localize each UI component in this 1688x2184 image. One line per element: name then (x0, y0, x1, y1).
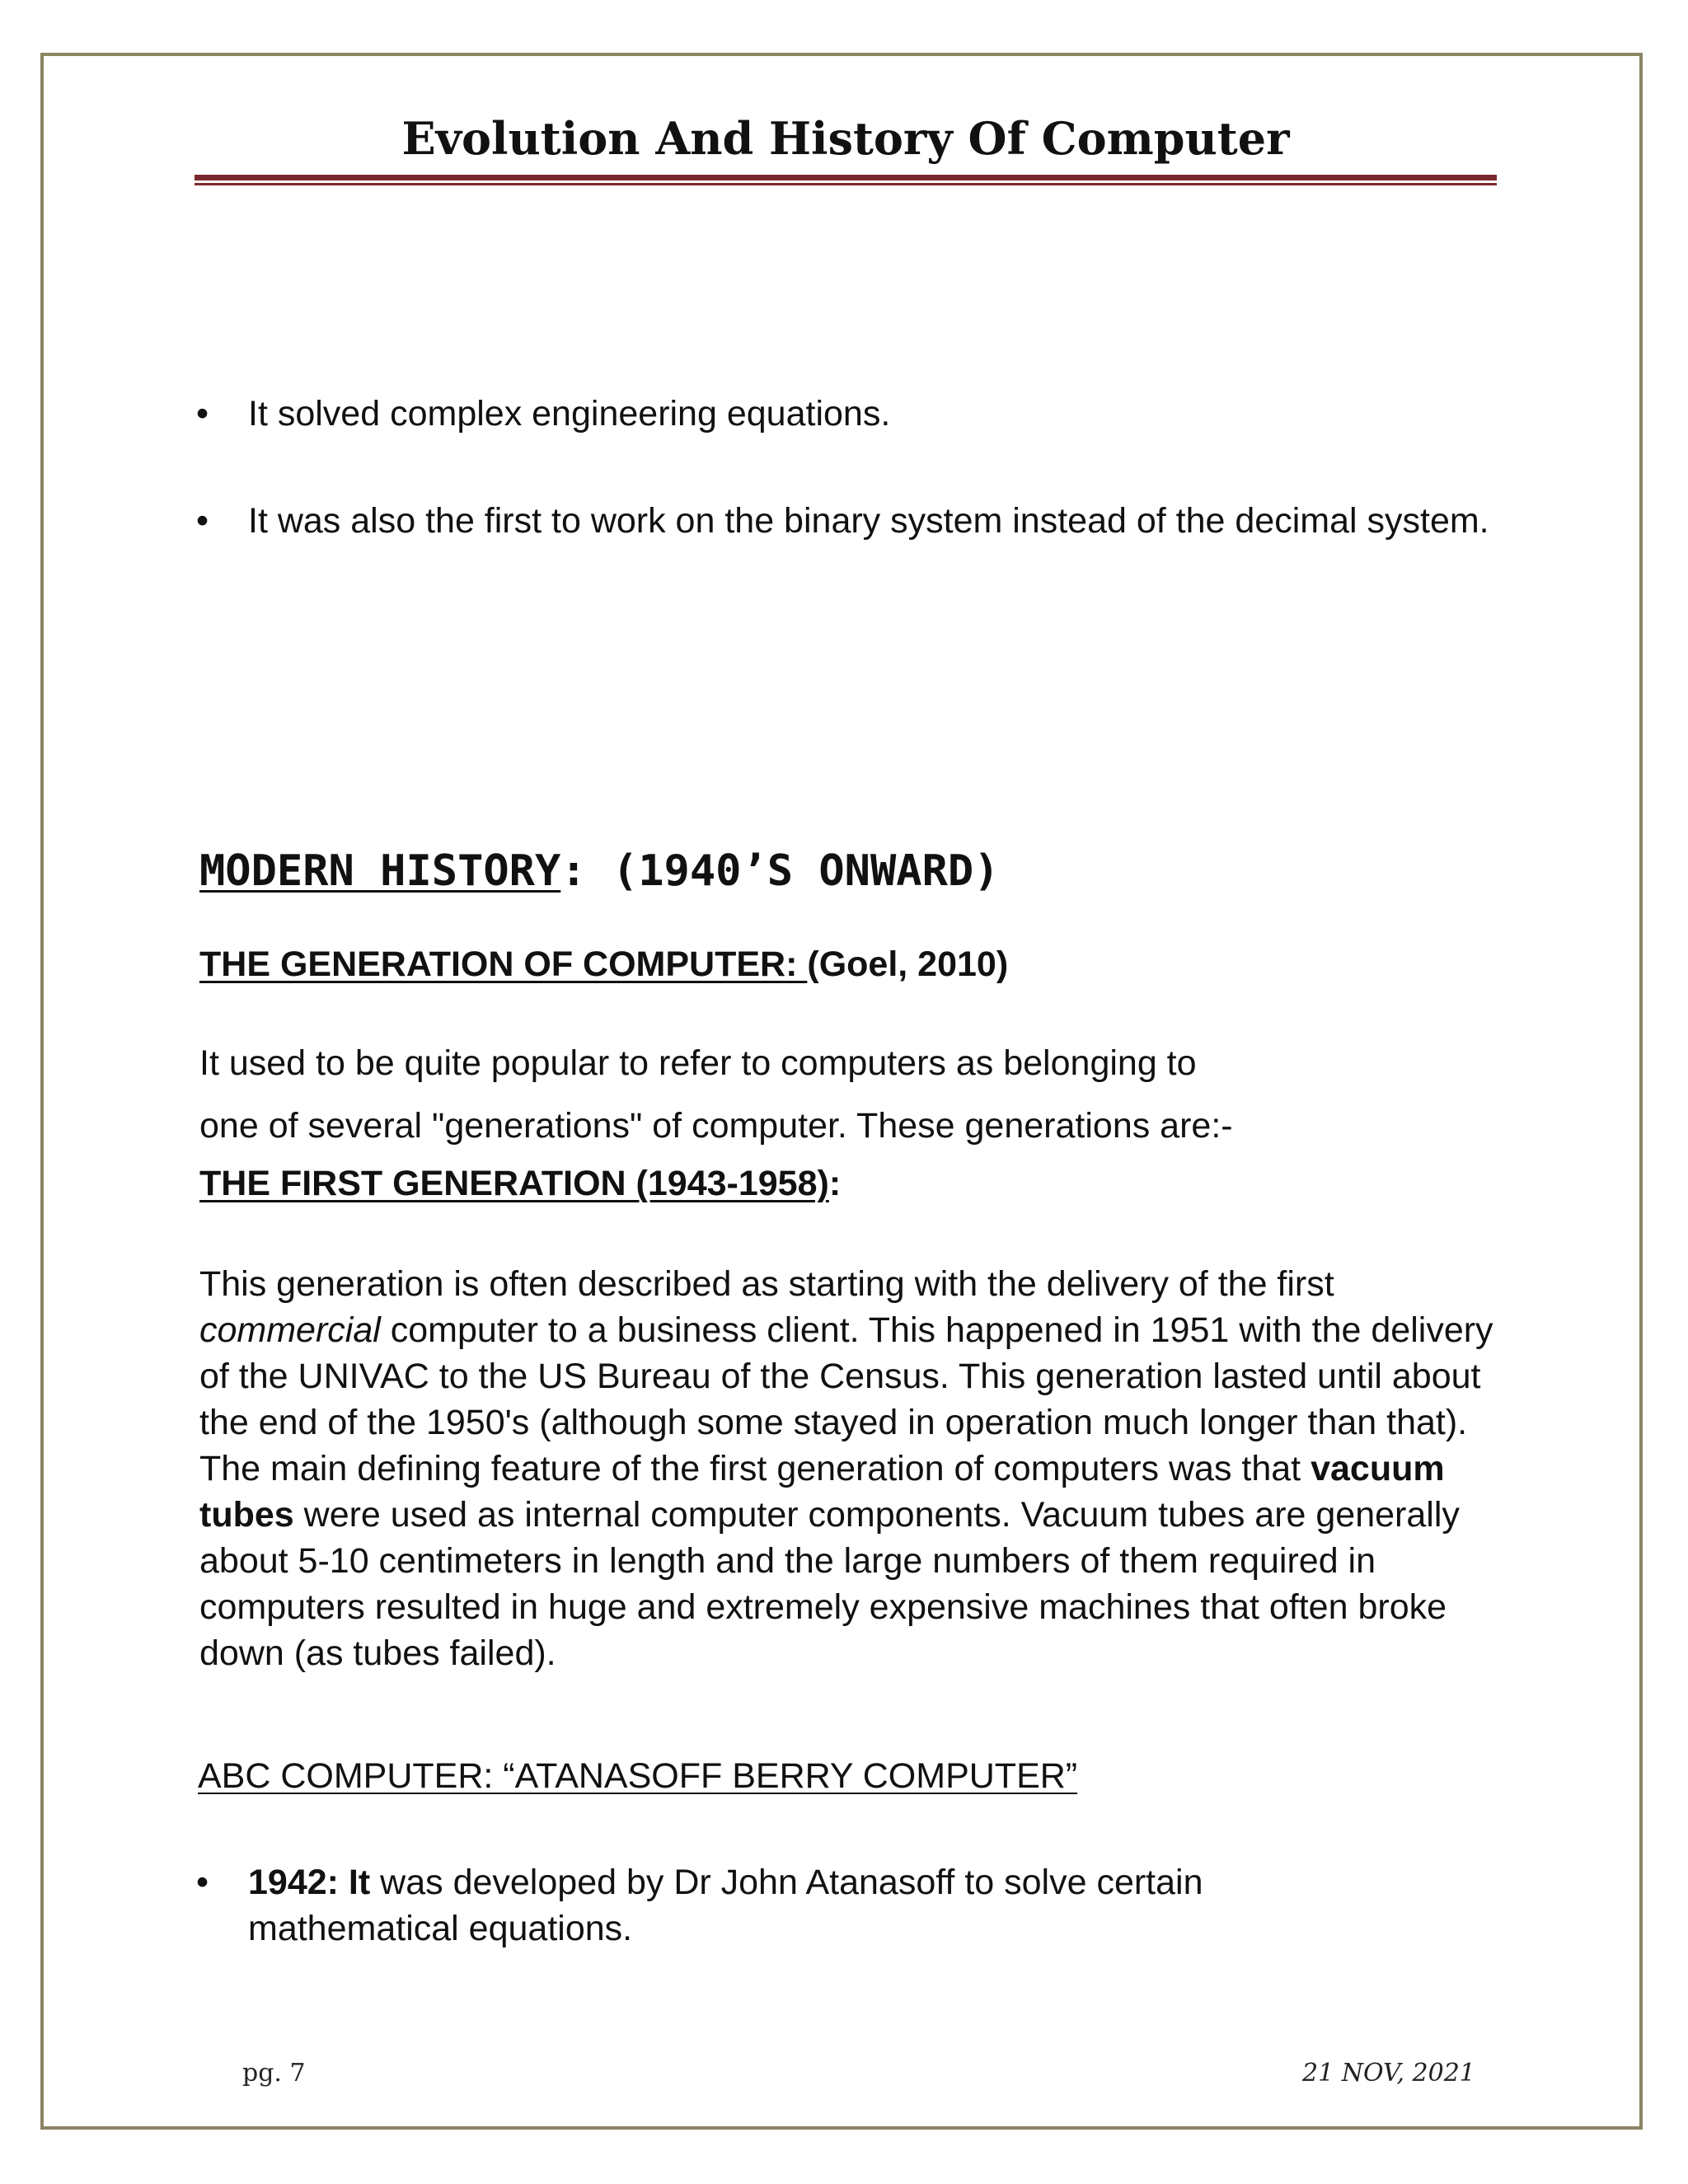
generation-heading-underlined: THE GENERATION OF COMPUTER: (199, 944, 808, 984)
header-rule-thick (195, 175, 1497, 180)
abc-bullet-year: 1942: It (248, 1863, 371, 1902)
intro-line-2: one of several "generations" of computer. These generations are:- (199, 1106, 1233, 1146)
paragraph-bold-vacuum-tubes: vacuum tubes (199, 1449, 1445, 1535)
header-rule-thin (195, 183, 1497, 185)
modern-history-heading (199, 842, 1000, 900)
footer-date: 21 NOV, 2021 (1302, 2059, 1475, 2088)
abc-computer-heading-text: ABC COMPUTER: “ATANASOFF BERRY COMPUTER” (198, 1756, 1078, 1796)
first-generation-heading-underlined: THE FIRST GENERATION (1943-1958) (199, 1164, 829, 1203)
first-generation-paragraph (199, 1261, 1502, 1676)
paragraph-part-2: computer to a business client. This happened in 1951 with the delivery of the UNIVAC to the US Bureau of the Census. This generation lasted until about the end of the 1950's (although some stayed in operation much longer than that). The main defining feature of the first generation of computers was that (199, 1310, 1493, 1488)
bullet-icon: • (196, 394, 209, 434)
intro-paragraph (199, 1032, 1485, 1157)
generation-heading-citation: (Goel, 2010) (807, 944, 1009, 984)
bullet-text: It solved complex engineering equations. (248, 394, 891, 434)
generation-heading (199, 941, 1008, 987)
page-header-title: Evolution And History Of Computer (401, 112, 1290, 165)
bullet-icon: • (196, 1863, 209, 1902)
bullet-text: It was also the first to work on the binary system instead of the decimal system. (248, 501, 1489, 541)
modern-history-underlined: MODERN HISTORY (199, 846, 561, 896)
first-generation-heading (199, 1160, 841, 1207)
modern-history-rest: : (1940’S ONWARD) (560, 846, 1000, 896)
abc-computer-heading (198, 1753, 1077, 1799)
bullet-text (248, 1859, 1386, 1952)
paragraph-part-3: were used as internal computer components. Vacuum tubes are generally about 5-10 centimeters in length and the large numbers of them required in computers resulted in huge and extremely expensive machines that often broke down (as tubes failed). (199, 1495, 1460, 1673)
first-generation-heading-colon: : (828, 1164, 842, 1203)
abc-bullet-rest: was developed by Dr John Atanasoff to solve certain mathematical equations. (248, 1863, 1203, 1948)
page-number: pg. 7 (242, 2059, 306, 2088)
paragraph-part-1: This generation is often described as starting with the delivery of the first (199, 1264, 1334, 1304)
bullet-icon: • (196, 501, 209, 541)
paragraph-italic-commercial: commercial (199, 1310, 381, 1350)
intro-line-1: It used to be quite popular to refer to computers as belonging to (199, 1043, 1197, 1083)
